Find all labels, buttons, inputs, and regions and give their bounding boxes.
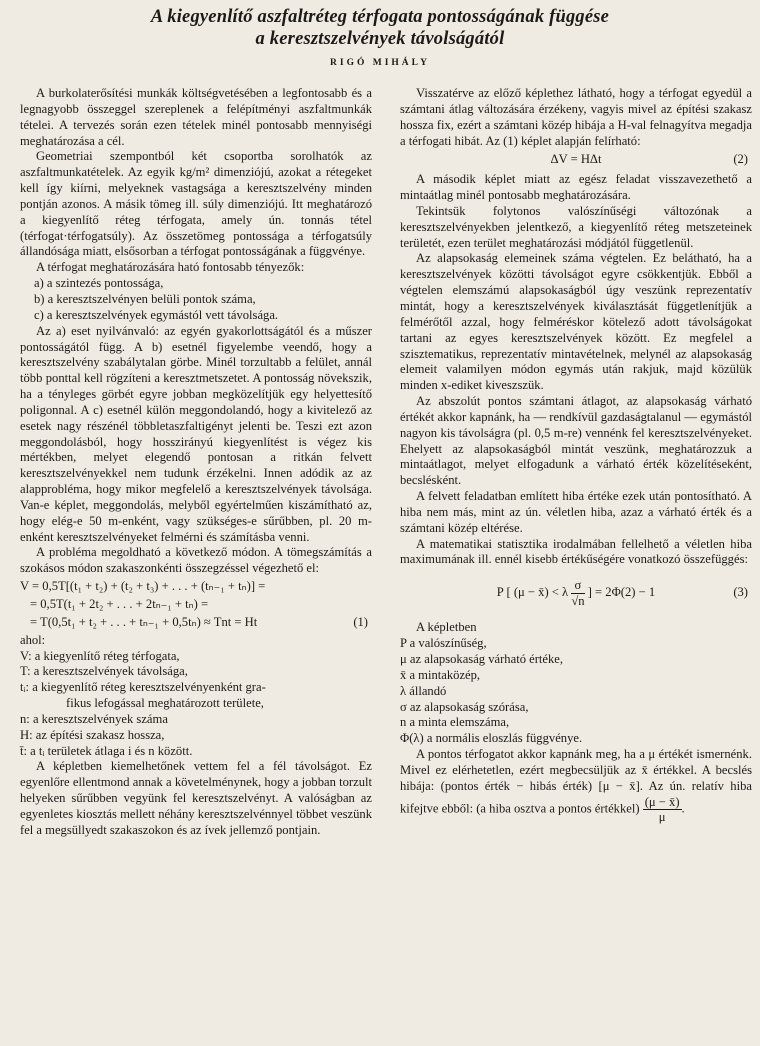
where-label: ahol: — [20, 632, 46, 647]
equation-1-body: = T(0,5t₁ + t₂ + . . . + tₙ₋₁ + 0,5tₙ) ≈ Tnt = Ht — [30, 614, 258, 629]
equation-3-fraction — [571, 578, 584, 609]
symbol-list-item: n a minta elemszáma, — [400, 715, 510, 730]
left-column — [20, 86, 372, 839]
title-line-2: a keresztszelvények távolságától — [255, 29, 505, 49]
article-title — [0, 6, 760, 50]
definition-item: T: a keresztszelvények távolsága, — [20, 664, 188, 679]
definition-item: H: az építési szakasz hossza, — [20, 727, 165, 742]
equation-1-line-1: V = 0,5T[(t₁ + t₂) + (t₂ + t₃) + . . . + (tₙ₋₁ + tₙ)] = — [20, 579, 266, 594]
equation-3 — [400, 574, 752, 610]
equation-3-denominator: √n — [571, 593, 585, 608]
paragraph: A második képlet miatt az egész feladat visszavezethető a mintaátlag minél pontosabb meghatározására. — [400, 172, 752, 203]
relative-error-numerator: (μ − x̄) — [644, 794, 680, 809]
definition-item: V: a kiegyenlítő réteg térfogata, — [20, 648, 180, 663]
paragraph: Az alapsokaság elemeinek száma végtelen. Ez belátható, ha a keresztszelvények közötti távolságot egyre csökkentjük. Ebből a végtelen elemszámú alapsokaságból úgy veszünk reprezentatív mintát, hogy a keresztszelvények kiválasztását függetlenítjük a felmérőtől azzal, hogy felméréskor kötelező adott távolságokat tartani az egyes keresztszelvények között. Ez megfelel a szisztematikus, reprezentatív mintavételnek, melynél az alapsokaság elemeit valamilyen módon egymás után rakjuk, majd közülük minden x-ediket kiveszszük. — [400, 251, 752, 393]
symbol-list-item: Φ(λ) a normális eloszlás függvénye. — [400, 731, 583, 746]
list-item: c) a keresztszelvények egymástól vett távolsága. — [34, 307, 279, 322]
relative-error-fraction — [643, 795, 682, 824]
paragraph: Tekintsük folytonos valószínűségi változónak a keresztszelvényekben jelentkező, a kiegyenlítő réteg metszeteinek területét, ezen terület meghatározási módjától függetlenül. — [400, 203, 752, 250]
paragraph: Az abszolút pontos számtani átlagot, az alapsokaság várható értékét akkor kapnánk, ha — rendkívül gazdaságtalanul — egymástól nagyon kis távolságra (pl. 0,5 m-re) vennénk fel keresztszelvényeket. Ehelyett az alapsokaságból mintát veszünk, meghatározzuk a mintaátlagot, melyet elfogadunk a várható érték közelítéseként, becslésként. — [400, 394, 752, 488]
equation-2-body: ΔV = HΔt — [550, 152, 602, 167]
equation-1-line-3 — [20, 615, 372, 631]
equation-3-number: (3) — [733, 585, 748, 600]
paragraph: A képletben kiemelhetőnek vettem fel a fél távolságot. Ez egyenlőre ellentmond annak a követelménynek, hogy a jobban torzult helyeken sűrűbben vegyünk fel keresztszelvényt. A valóságban az egyenletes kiosztás mellett néhány keresztszelvénnyel többet veszünk fel a megsüllyedt szakaszokon és az ívek jellemző pontjain. — [20, 759, 372, 837]
title-line-1: A kiegyenlítő aszfaltréteg térfogata pontosságának függése — [150, 7, 610, 27]
equation-2 — [400, 152, 752, 168]
definition-item: n: a keresztszelvények száma — [20, 711, 168, 726]
equation-3-right: ] = 2Φ(2) − 1 — [587, 585, 656, 600]
list-item: b) a keresztszelvényen belüli pontok száma, — [34, 291, 256, 306]
paragraph: A matematikai statisztika irodalmában fellelhető a véletlen hiba maximumának ill. ennél kisebb értékűségére vonatkozó összefüggés: — [400, 536, 752, 567]
symbol-list-item: σ az alapsokaság szórása, — [400, 699, 529, 714]
equation-1-line-2: = 0,5T(t₁ + 2t₂ + . . . + 2tₙ₋₁ + tₙ) = — [30, 597, 209, 611]
symbol-list-item: x̄ a mintaközép, — [400, 667, 481, 682]
symbol-list-item: P a valószínűség, — [400, 636, 487, 651]
symbol-list-item: μ az alapsokaság várható értéke, — [400, 652, 564, 666]
equation-3-numerator: σ — [571, 578, 584, 594]
relative-error-denominator: μ — [658, 809, 666, 824]
paragraph: Visszatérve az előző képlethez látható, hogy a térfogat egyedül a számtani átlag változására érzékeny, vagyis mivel az építési szakasz hossza fix, ezért a számtani közép hibája a H-val felnagyítva megadja a térfogati hibát. Az (1) képlet alapján felírható: — [400, 86, 752, 148]
paragraph: A burkolaterősítési munkák költségvetésében a legfontosabb és a legnagyobb összeggel szereplenek a felépítményi aszfaltmunkák tételei. A tervezés során ezen tételek minél pontosabb mennyiségi meghatározása a cél. — [20, 86, 372, 148]
symbol-list-item: λ állandó — [400, 683, 447, 698]
equation-2-number: (2) — [733, 152, 748, 167]
paragraph: A felvett feladatban említett hiba értéke ezek után pontosítható. A hiba nem más, mint az ún. véletlen hiba, azaz a várható érték és a számtani közép eltérése. — [400, 489, 752, 535]
relative-error-text: A pontos térfogatot akkor kapnánk meg, ha a μ értékét ismernénk. Mivel ez elérhetetlen, ezért megbecsüljük az x̄ értékkel. A becslés hibája: (pontos érték − hibás érték) [μ − x̄]. Az ún. relatív hiba kifejtve ebből: (a hiba osztva a pontos értékkel) — [400, 747, 752, 815]
paragraph: A képletben — [416, 620, 477, 635]
definition-item: t̄: a tᵢ területek átlaga i és n között. — [20, 743, 193, 758]
definition-item: fikus lefogással meghatározott területe, — [66, 696, 264, 711]
paragraph: Geometriai szempontból két csoportba sorolhatók az aszfaltmunkatételek. Az egyik kg/m² dimenziójú, azokat a rétegeket kell így kiírni, melyeknek vastagsága a keresztszelvény minden pontján azonos. A másik tömeg ill. súly dimenziójú. Itt meghatározó a kiegyenlítő réteg térfogata, amely ún. tonnás tétel (térfogat·térfogatsúly). Az összetömeg pontossága a térfogatsúly állandósága miatt, elsősorban a térfogat pontosságának a függvénye. — [20, 149, 372, 259]
list-item: a) a szintezés pontossága, — [34, 276, 164, 291]
paragraph: A térfogat meghatározására ható fontosabb tényezők: — [36, 260, 305, 275]
right-column — [400, 86, 752, 824]
paragraph: A pontos térfogatot akkor kapnánk meg, ha a μ értékét ismernénk. Mivel ez elérhetetlen, ezért megbecsüljük az x̄ értékkel. A becslés hibája: (pontos érték − hibás érték) [μ − x̄]. Az ún. relatív hiba kifejtve ebből: (a hiba osztva a pontos értékkel) $\frac{(\mu - x̄)}{\mu}$ . — [400, 747, 752, 824]
definition-item: tᵢ: a kiegyenlítő réteg keresztszelvényenként gra- — [20, 680, 266, 695]
equation-3-left: P [ (μ − x̄) < λ — [496, 585, 569, 600]
author-name: RIGÓ MIHÁLY — [330, 58, 430, 68]
equation-1-number: (1) — [353, 614, 368, 629]
paragraph: A probléma megoldható a következő módon. A tömegszámítás a szokásos módon szakaszonkénti összegzéssel végezhető el: — [20, 545, 372, 576]
paragraph: Az a) eset nyilvánvaló: az egyén gyakorlottságától és a műszer pontosságától függ. A b) esetnél figyelembe veendő, hogy a keresztszelvény szabálytalan görbe. Minél torzultabb a felület, annál több ponttal kell rögzíteni a keresztmetszetet. A pontosság növekszik, ha a tényleges görbét egyre jobban megközelítjük egy helyettesítő poligonnal. A c) esetnél külön meggondolandó, hogy a kivitelező az esetek nagy részénél többletaszfaltigényt jelenti be. Teszi ezt azon meggondolásból, hogy hosszirányú kiegyenlítést is végez kis mértékben, melyet elegendő pontosan a ritkán felvett keresztszelvényekkel nem tudunk érzékelni. Innen adódik az az alapprobléma, hogy mikor megfelelő a keresztszelvények távolsága. Van-e képlet, meggondolás, melyből egyértelműen kiszámítható az, hogy elég-e 50 m-enként, vagy szükséges-e sűrűbben, pl. 20 m-enként keresztszelvényeket felmérni és számításba venni. — [20, 323, 372, 544]
